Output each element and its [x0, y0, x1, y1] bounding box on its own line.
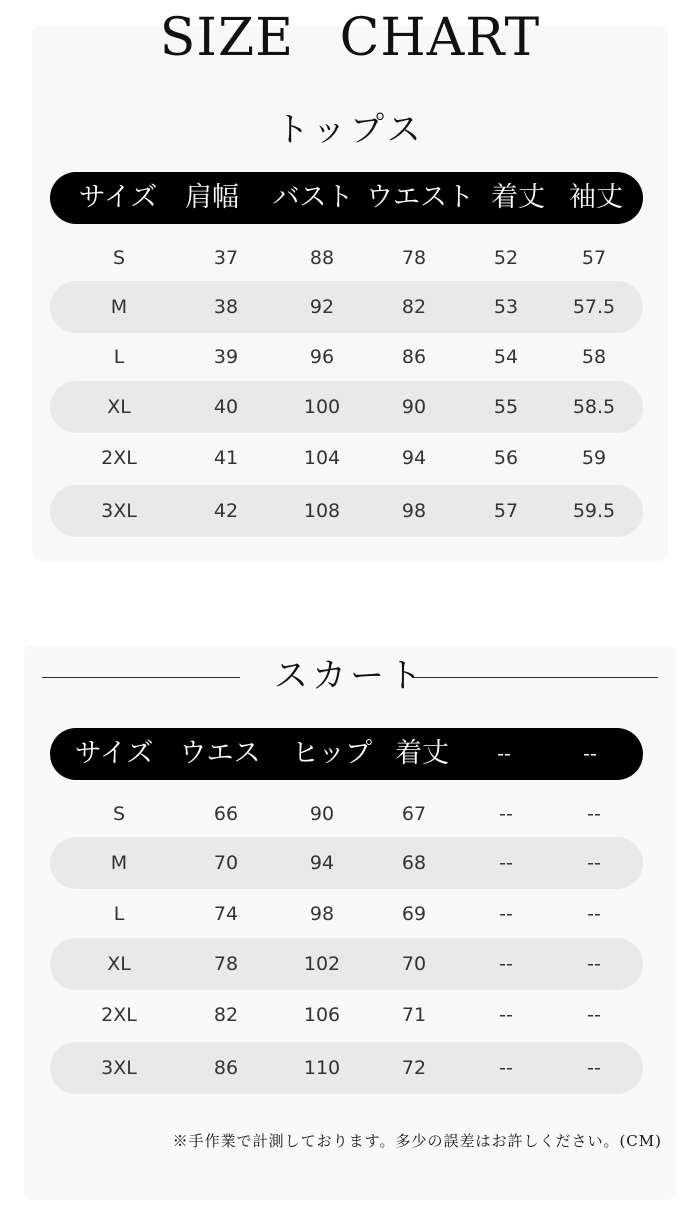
skirt-row [50, 1042, 643, 1094]
value-cell: 56 [493, 447, 519, 469]
value-cell: 67 [401, 803, 427, 825]
value-cell: 104 [303, 447, 341, 469]
tops-header-bar [50, 172, 643, 224]
value-cell: 70 [213, 852, 239, 874]
value-cell: -- [499, 1004, 513, 1026]
tops-heading: トップス [275, 110, 425, 150]
value-cell: 100 [303, 396, 341, 418]
value-cell: 57 [581, 247, 607, 269]
tops-row [50, 381, 643, 433]
tops-header-shoulder: 肩幅 [185, 182, 239, 213]
value-cell: 55 [493, 396, 519, 418]
value-cell: 54 [493, 346, 519, 368]
value-cell: 98 [401, 500, 427, 522]
value-cell: 90 [401, 396, 427, 418]
tops-header-length: 着丈 [491, 182, 545, 213]
skirt-row [50, 938, 643, 990]
size-cell: L [113, 346, 125, 368]
tops-row [50, 331, 643, 383]
tops-row [50, 232, 643, 284]
value-cell: 78 [401, 247, 427, 269]
value-cell: -- [499, 903, 513, 925]
value-cell: 58.5 [572, 396, 616, 418]
value-cell: 98 [309, 903, 335, 925]
value-cell: 94 [401, 447, 427, 469]
value-cell: 71 [401, 1004, 427, 1026]
value-cell: -- [587, 1057, 601, 1079]
value-cell: 74 [213, 903, 239, 925]
value-cell: 108 [303, 500, 341, 522]
value-cell: 41 [213, 447, 239, 469]
measurement-footnote: ※手作業で計測しております。多少の誤差はお許しください。(CM) [172, 1132, 662, 1150]
skirt-heading: スカート [274, 656, 426, 696]
size-cell: 2XL [101, 447, 137, 469]
value-cell: 68 [401, 852, 427, 874]
skirt-header-waist: ウエス [179, 738, 261, 769]
size-cell: M [110, 852, 128, 874]
value-cell: -- [587, 1004, 601, 1026]
size-cell: XL [107, 953, 131, 975]
tops-header-waist: ウエスト [366, 182, 474, 213]
skirt-row [50, 888, 643, 940]
size-cell: 2XL [101, 1004, 137, 1026]
value-cell: 59 [581, 447, 607, 469]
value-cell: 57.5 [572, 296, 616, 318]
value-cell: 82 [213, 1004, 239, 1026]
value-cell: 37 [213, 247, 239, 269]
value-cell: 94 [309, 852, 335, 874]
value-cell: -- [587, 852, 601, 874]
skirt-header-hip: ヒップ [291, 738, 373, 769]
tops-header-bust: バスト [272, 182, 354, 213]
value-cell: -- [587, 803, 601, 825]
value-cell: -- [499, 852, 513, 874]
value-cell: 39 [213, 346, 239, 368]
value-cell: 69 [401, 903, 427, 925]
value-cell: -- [499, 953, 513, 975]
value-cell: 66 [213, 803, 239, 825]
value-cell: 72 [401, 1057, 427, 1079]
skirt-row [50, 788, 643, 840]
skirt-header-length: 着丈 [395, 738, 449, 769]
size-cell: 3XL [101, 1057, 137, 1079]
value-cell: -- [499, 1057, 513, 1079]
value-cell: 96 [309, 346, 335, 368]
page-title: SIZE CHART [159, 8, 541, 68]
skirt-header-empty-2: -- [583, 743, 597, 765]
size-cell: L [113, 903, 125, 925]
value-cell: 40 [213, 396, 239, 418]
value-cell: -- [499, 803, 513, 825]
value-cell: 88 [309, 247, 335, 269]
tops-row [50, 432, 643, 484]
tops-header-sleeve: 袖丈 [569, 182, 623, 213]
value-cell: 42 [213, 500, 239, 522]
skirt-header-size: サイズ [74, 738, 154, 769]
value-cell: 86 [213, 1057, 239, 1079]
size-cell: 3XL [101, 500, 137, 522]
size-cell: S [112, 803, 126, 825]
size-cell: S [112, 247, 126, 269]
value-cell: 106 [303, 1004, 341, 1026]
value-cell: 86 [401, 346, 427, 368]
skirt-row [50, 989, 643, 1041]
skirt-header-bar [50, 728, 643, 780]
tops-row [50, 281, 643, 333]
value-cell: 59.5 [572, 500, 616, 522]
skirt-header-empty-1: -- [497, 743, 511, 765]
skirt-row [50, 837, 643, 889]
value-cell: 92 [309, 296, 335, 318]
value-cell: -- [587, 903, 601, 925]
value-cell: 38 [213, 296, 239, 318]
value-cell: -- [587, 953, 601, 975]
value-cell: 82 [401, 296, 427, 318]
tops-row [50, 485, 643, 537]
size-cell: M [110, 296, 128, 318]
value-cell: 102 [303, 953, 341, 975]
value-cell: 52 [493, 247, 519, 269]
value-cell: 70 [401, 953, 427, 975]
value-cell: 78 [213, 953, 239, 975]
value-cell: 57 [493, 500, 519, 522]
tops-header-size: サイズ [78, 182, 158, 213]
value-cell: 58 [581, 346, 607, 368]
value-cell: 110 [303, 1057, 341, 1079]
size-cell: XL [107, 396, 131, 418]
value-cell: 90 [309, 803, 335, 825]
value-cell: 53 [493, 296, 519, 318]
